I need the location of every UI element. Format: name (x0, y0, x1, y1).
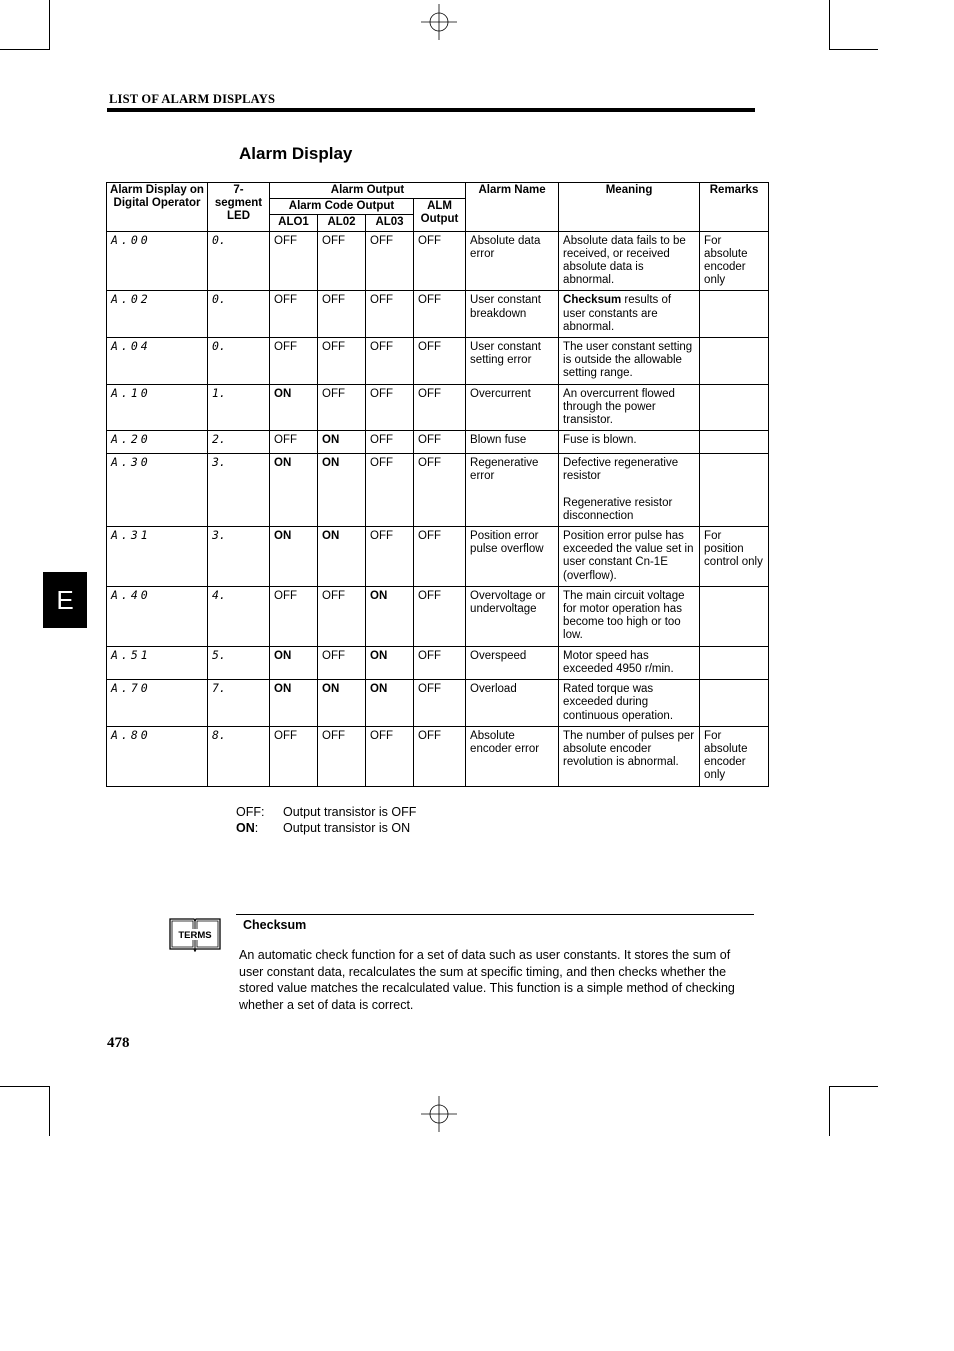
alm-cell: OFF (414, 291, 466, 338)
alo2-cell: OFF (318, 586, 366, 646)
checksum-term: Checksum (563, 294, 622, 307)
legend-key: OFF: (236, 805, 265, 819)
alo1-cell: ON (270, 527, 318, 587)
operator-display: A.51 (107, 646, 208, 679)
remarks-cell (700, 384, 769, 431)
legend-key-colon: : (254, 821, 259, 835)
table-row (107, 527, 769, 587)
alo3-cell: OFF (366, 231, 414, 291)
alo3-cell: OFF (366, 431, 414, 454)
alarm-name-cell: Regenerative error (466, 454, 559, 527)
led-display: 3. (208, 454, 270, 527)
alm-cell: OFF (414, 646, 466, 679)
alo2-cell: OFF (318, 338, 366, 385)
alo1-cell: ON (270, 646, 318, 679)
meaning-cell (559, 291, 700, 338)
alarm-name-cell: User constant setting error (466, 338, 559, 385)
legend-item-on (236, 820, 416, 836)
alo1-cell: OFF (270, 726, 318, 786)
alo1-cell: OFF (270, 291, 318, 338)
header-meaning: Meaning (559, 183, 700, 232)
operator-display: A.00 (107, 231, 208, 291)
meaning-text-2: Regenerative resistor disconnection (563, 496, 673, 522)
meaning-cell: The main circuit voltage for motor operation has become too high or too low. (559, 586, 700, 646)
alarm-table (106, 182, 769, 787)
terms-rule (236, 914, 754, 915)
led-display: 4. (208, 586, 270, 646)
meaning-cell: An overcurrent flowed through the power transistor. (559, 384, 700, 431)
header-al03: AL03 (366, 215, 414, 231)
operator-display: A.31 (107, 527, 208, 587)
led-display: 0. (208, 291, 270, 338)
led-display: 7. (208, 680, 270, 727)
alo2-cell: OFF (318, 291, 366, 338)
alo2-cell: OFF (318, 231, 366, 291)
remarks-cell (700, 680, 769, 727)
remarks-cell (700, 291, 769, 338)
alarm-name-cell: Overvoltage or undervoltage (466, 586, 559, 646)
alo3-cell: OFF (366, 384, 414, 431)
table-row (107, 680, 769, 727)
legend-value: Output transistor is OFF (283, 805, 417, 819)
header-remarks: Remarks (700, 183, 769, 232)
terms-icon-label: TERMS (178, 930, 212, 941)
alarm-name-cell: Position error pulse overflow (466, 527, 559, 587)
page-number: 478 (107, 1035, 130, 1051)
meaning-cell: Absolute data fails to be received, or received absolute data is abnormal. (559, 231, 700, 291)
terms-book-icon (168, 916, 222, 952)
alo1-cell: ON (270, 680, 318, 727)
remarks-cell (700, 646, 769, 679)
led-display: 5. (208, 646, 270, 679)
header-led: 7-segment LED (208, 183, 270, 232)
remarks-cell (700, 431, 769, 454)
registration-mark-bottom (419, 1096, 459, 1132)
table-row (107, 726, 769, 786)
alo2-cell: ON (318, 527, 366, 587)
alm-cell: OFF (414, 231, 466, 291)
terms-title: Checksum (243, 918, 307, 932)
alo1-cell: OFF (270, 231, 318, 291)
meaning-text: Defective regenerative resistor (563, 457, 679, 483)
meaning-cell: The user constant setting is outside the allowable setting range. (559, 338, 700, 385)
registration-mark-top (419, 4, 459, 40)
alo2-cell: ON (318, 454, 366, 527)
alm-cell: OFF (414, 338, 466, 385)
legend-value: Output transistor is ON (283, 821, 411, 835)
header-alm-output: ALM Output (414, 199, 466, 231)
alo3-cell: ON (366, 680, 414, 727)
alo2-cell: OFF (318, 646, 366, 679)
alarm-name-cell: Overcurrent (466, 384, 559, 431)
led-display: 0. (208, 338, 270, 385)
alm-cell: OFF (414, 726, 466, 786)
operator-display: A.80 (107, 726, 208, 786)
remarks-cell (700, 454, 769, 527)
operator-display: A.70 (107, 680, 208, 727)
legend-key-bold: ON (236, 821, 255, 835)
operator-display: A.02 (107, 291, 208, 338)
alm-cell: OFF (414, 454, 466, 527)
legend-item-off (236, 804, 416, 820)
table-row (107, 646, 769, 679)
alarm-name-cell: Overspeed (466, 646, 559, 679)
header-alo1: ALO1 (270, 215, 318, 231)
alm-cell: OFF (414, 527, 466, 587)
alo1-cell: OFF (270, 431, 318, 454)
meaning-cell: The number of pulses per absolute encoder revolution is abnormal. (559, 726, 700, 786)
legend (236, 804, 416, 836)
led-display: 3. (208, 527, 270, 587)
alarm-name-cell: Blown fuse (466, 431, 559, 454)
alarm-name-cell: User constant breakdown (466, 291, 559, 338)
alo3-cell: ON (366, 646, 414, 679)
alo3-cell: OFF (366, 454, 414, 527)
meaning-cell: Position error pulse has exceeded the value set in user constant Cn-1E (overflow). (559, 527, 700, 587)
alo1-cell: ON (270, 384, 318, 431)
led-display: 2. (208, 431, 270, 454)
meaning-text: results of user constants are abnormal. (563, 294, 672, 333)
table-row (107, 431, 769, 454)
operator-display: A.20 (107, 431, 208, 454)
alo2-cell: OFF (318, 726, 366, 786)
alo3-cell: ON (366, 586, 414, 646)
alo1-cell: OFF (270, 586, 318, 646)
remarks-cell (700, 586, 769, 646)
meaning-cell (559, 454, 700, 527)
led-display: 8. (208, 726, 270, 786)
operator-display: A.04 (107, 338, 208, 385)
remarks-cell (700, 338, 769, 385)
operator-display: A.40 (107, 586, 208, 646)
led-display: 0. (208, 231, 270, 291)
operator-display: A.30 (107, 454, 208, 527)
table-row (107, 586, 769, 646)
header-alarm-display: Alarm Display on Digital Operator (107, 183, 208, 232)
remarks-cell: For position control only (700, 527, 769, 587)
alo2-cell: ON (318, 431, 366, 454)
led-display: 1. (208, 384, 270, 431)
alo3-cell: OFF (366, 291, 414, 338)
alm-cell: OFF (414, 586, 466, 646)
remarks-cell: For absolute encoder only (700, 231, 769, 291)
header-alarm-output: Alarm Output (270, 183, 466, 199)
alo2-cell: OFF (318, 384, 366, 431)
table-row (107, 338, 769, 385)
header-al02: AL02 (318, 215, 366, 231)
alo1-cell: ON (270, 454, 318, 527)
terms-definition: An automatic check function for a set of data such as user constants. It stores the sum of user constant data, recalculates the sum at specific timing, and then checks whether the stored value matches the recalculated value. This function is a simple method of checking whether a set of data is correct. (239, 948, 735, 1012)
alo3-cell: OFF (366, 527, 414, 587)
operator-display: A.10 (107, 384, 208, 431)
header-rule (107, 108, 755, 112)
appendix-tab: E (43, 572, 87, 628)
alarm-name-cell: Overload (466, 680, 559, 727)
alarm-name-cell: Absolute data error (466, 231, 559, 291)
table-row (107, 384, 769, 431)
alo3-cell: OFF (366, 338, 414, 385)
table-row (107, 454, 769, 527)
meaning-cell: Fuse is blown. (559, 431, 700, 454)
alm-cell: OFF (414, 431, 466, 454)
header-alarm-code-output: Alarm Code Output (270, 199, 414, 215)
meaning-cell: Rated torque was exceeded during continuous operation. (559, 680, 700, 727)
legend-key (236, 820, 283, 836)
alm-cell: OFF (414, 384, 466, 431)
alo3-cell: OFF (366, 726, 414, 786)
alarm-name-cell: Absolute encoder error (466, 726, 559, 786)
running-header: LIST OF ALARM DISPLAYS (109, 92, 276, 106)
table-row (107, 231, 769, 291)
table-row (107, 291, 769, 338)
alm-cell: OFF (414, 680, 466, 727)
header-alarm-name: Alarm Name (466, 183, 559, 232)
section-title: Alarm Display (239, 144, 353, 163)
alo1-cell: OFF (270, 338, 318, 385)
remarks-cell: For absolute encoder only (700, 726, 769, 786)
meaning-cell: Motor speed has exceeded 4950 r/min. (559, 646, 700, 679)
alo2-cell: ON (318, 680, 366, 727)
